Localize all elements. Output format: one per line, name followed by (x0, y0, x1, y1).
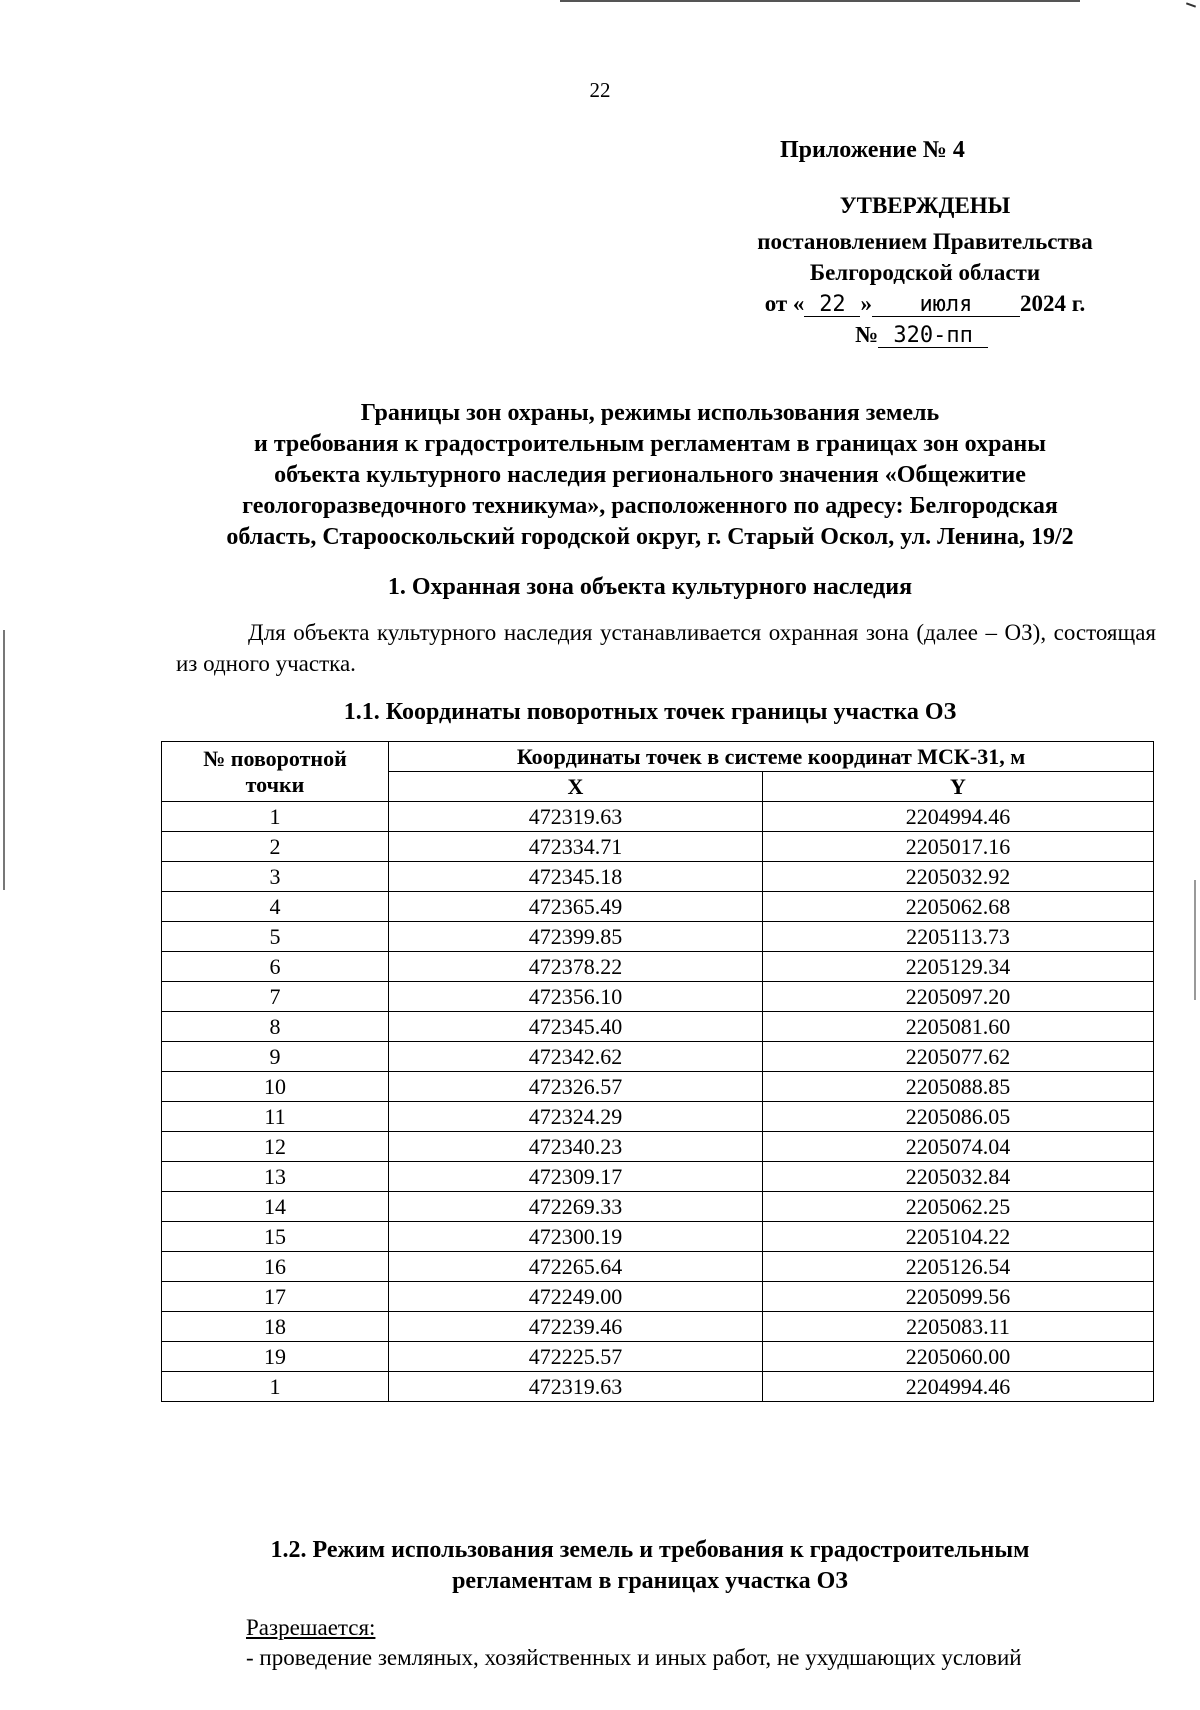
cell-point: 7 (162, 982, 389, 1012)
table-row (162, 922, 1154, 952)
cell-x: 472334.71 (389, 832, 763, 862)
number-prefix: № (855, 322, 879, 347)
table-row (162, 1012, 1154, 1042)
table-row (162, 892, 1154, 922)
cell-x: 472345.18 (389, 862, 763, 892)
cell-point: 14 (162, 1192, 389, 1222)
cell-y: 2205077.62 (763, 1042, 1154, 1072)
cell-point: 1 (162, 802, 389, 832)
table-row (162, 832, 1154, 862)
cell-point: 6 (162, 952, 389, 982)
cell-y: 2205097.20 (763, 982, 1154, 1012)
approved-label: УТВЕРЖДЕНЫ (839, 193, 1011, 218)
cell-point: 3 (162, 862, 389, 892)
table-row (162, 1372, 1154, 1402)
table-row (162, 1042, 1154, 1072)
approval-line-2: Белгородской области (809, 260, 1041, 285)
title-line: геологоразведочного техникума», расположенного по адресу: Белгородская (242, 493, 1058, 519)
cell-x: 472345.40 (389, 1012, 763, 1042)
cell-y: 2205074.04 (763, 1132, 1154, 1162)
date-day: 22 (804, 294, 860, 317)
cell-point: 16 (162, 1252, 389, 1282)
cell-x: 472309.17 (389, 1162, 763, 1192)
cell-x: 472239.46 (389, 1312, 763, 1342)
cell-y: 2205113.73 (763, 922, 1154, 952)
section-1-2-heading-line2: регламентам в границах участка ОЗ (452, 1568, 848, 1594)
cell-y: 2205099.56 (763, 1282, 1154, 1312)
col-header-point-line2: точки (245, 771, 305, 797)
annex-label: Приложение № 4 (780, 137, 965, 163)
cell-y: 2205083.11 (763, 1312, 1154, 1342)
col-header-x: X (389, 772, 763, 802)
col-header-point (162, 742, 389, 802)
section-1-heading: 1. Охранная зона объекта культурного наследия (387, 574, 913, 600)
approval-line-1: постановлением Правительства (757, 229, 1093, 254)
cell-x: 472300.19 (389, 1222, 763, 1252)
cell-x: 472378.22 (389, 952, 763, 982)
section-1-2-heading-line1: 1.2. Режим использования земель и требования к градостроительным (270, 1537, 1030, 1563)
date-month: июля (872, 294, 1020, 317)
cell-x: 472340.23 (389, 1132, 763, 1162)
table-row (162, 802, 1154, 832)
cell-point: 18 (162, 1312, 389, 1342)
cell-point: 1 (162, 1372, 389, 1402)
table-row (162, 982, 1154, 1012)
table-row (162, 1132, 1154, 1162)
date-mid: » (860, 291, 872, 316)
cell-point: 13 (162, 1162, 389, 1192)
cell-y: 2205032.92 (763, 862, 1154, 892)
scan-artifact-edge (3, 630, 5, 890)
cell-point: 17 (162, 1282, 389, 1312)
cell-x: 472225.57 (389, 1342, 763, 1372)
date-prefix: от « (764, 291, 805, 316)
scan-artifact-line (560, 0, 1080, 2)
approval-date-line (700, 291, 1150, 317)
cell-x: 472365.49 (389, 892, 763, 922)
cell-y: 2205126.54 (763, 1252, 1154, 1282)
document-title (150, 398, 1150, 553)
cell-y: 2205088.85 (763, 1072, 1154, 1102)
cell-y: 2205104.22 (763, 1222, 1154, 1252)
cell-x: 472269.33 (389, 1192, 763, 1222)
scan-artifact-edge (1194, 880, 1196, 1000)
table-row (162, 1072, 1154, 1102)
cell-point: 5 (162, 922, 389, 952)
cell-y: 2205060.00 (763, 1342, 1154, 1372)
cell-y: 2205086.05 (763, 1102, 1154, 1132)
table-row (162, 952, 1154, 982)
cell-x: 472356.10 (389, 982, 763, 1012)
title-line: и требования к градостроительным регламентам в границах зон охраны (254, 431, 1046, 457)
cell-x: 472399.85 (389, 922, 763, 952)
title-line: объекта культурного наследия регионального значения «Общежитие (274, 462, 1026, 488)
date-year: 2024 г. (1019, 291, 1086, 316)
cell-point: 2 (162, 832, 389, 862)
table-row (162, 1222, 1154, 1252)
cell-y: 2205017.16 (763, 832, 1154, 862)
table-row (162, 862, 1154, 892)
col-header-coords: Координаты точек в системе координат МСК-31, м (389, 742, 1154, 772)
table-row (162, 1102, 1154, 1132)
col-header-point-line1: № поворотной (203, 745, 347, 771)
table-row (162, 1312, 1154, 1342)
number-value: 320-пп (878, 325, 988, 348)
cell-y: 2204994.46 (763, 802, 1154, 832)
page-number: 22 (589, 78, 611, 102)
title-line: Границы зон охраны, режимы использования земель (360, 400, 940, 426)
allowed-label: Разрешается: (246, 1615, 376, 1640)
cell-y: 2205032.84 (763, 1162, 1154, 1192)
table-row (162, 1192, 1154, 1222)
title-line: область, Старооскольский городской округ, г. Старый Оскол, ул. Ленина, 19/2 (226, 524, 1074, 550)
cell-y: 2205062.68 (763, 892, 1154, 922)
cell-point: 8 (162, 1012, 389, 1042)
allowed-item: - проведение земляных, хозяйственных и иных работ, не ухудшающих условий (246, 1645, 1022, 1670)
scan-artifact-mark (1186, 2, 1196, 7)
cell-point: 10 (162, 1072, 389, 1102)
cell-point: 19 (162, 1342, 389, 1372)
cell-x: 472342.62 (389, 1042, 763, 1072)
table-row (162, 1252, 1154, 1282)
cell-y: 2204994.46 (763, 1372, 1154, 1402)
cell-x: 472326.57 (389, 1072, 763, 1102)
table-row (162, 1342, 1154, 1372)
coordinates-table (161, 741, 1154, 1402)
cell-x: 472249.00 (389, 1282, 763, 1312)
cell-point: 11 (162, 1102, 389, 1132)
cell-point: 15 (162, 1222, 389, 1252)
table-row (162, 1162, 1154, 1192)
cell-y: 2205129.34 (763, 952, 1154, 982)
cell-point: 12 (162, 1132, 389, 1162)
cell-x: 472265.64 (389, 1252, 763, 1282)
cell-y: 2205081.60 (763, 1012, 1154, 1042)
section-1-1-heading: 1.1. Координаты поворотных точек границы участка ОЗ (343, 699, 957, 725)
cell-x: 472319.63 (389, 802, 763, 832)
cell-x: 472324.29 (389, 1102, 763, 1132)
table-row (162, 1282, 1154, 1312)
cell-x: 472319.63 (389, 1372, 763, 1402)
cell-point: 4 (162, 892, 389, 922)
col-header-y: Y (763, 772, 1154, 802)
cell-point: 9 (162, 1042, 389, 1072)
section-1-paragraph: Для объекта культурного наследия устанавливается охранная зона (далее – ОЗ), состоящая из одного участка. (176, 620, 1156, 676)
cell-y: 2205062.25 (763, 1192, 1154, 1222)
approval-number-line (855, 322, 1055, 348)
